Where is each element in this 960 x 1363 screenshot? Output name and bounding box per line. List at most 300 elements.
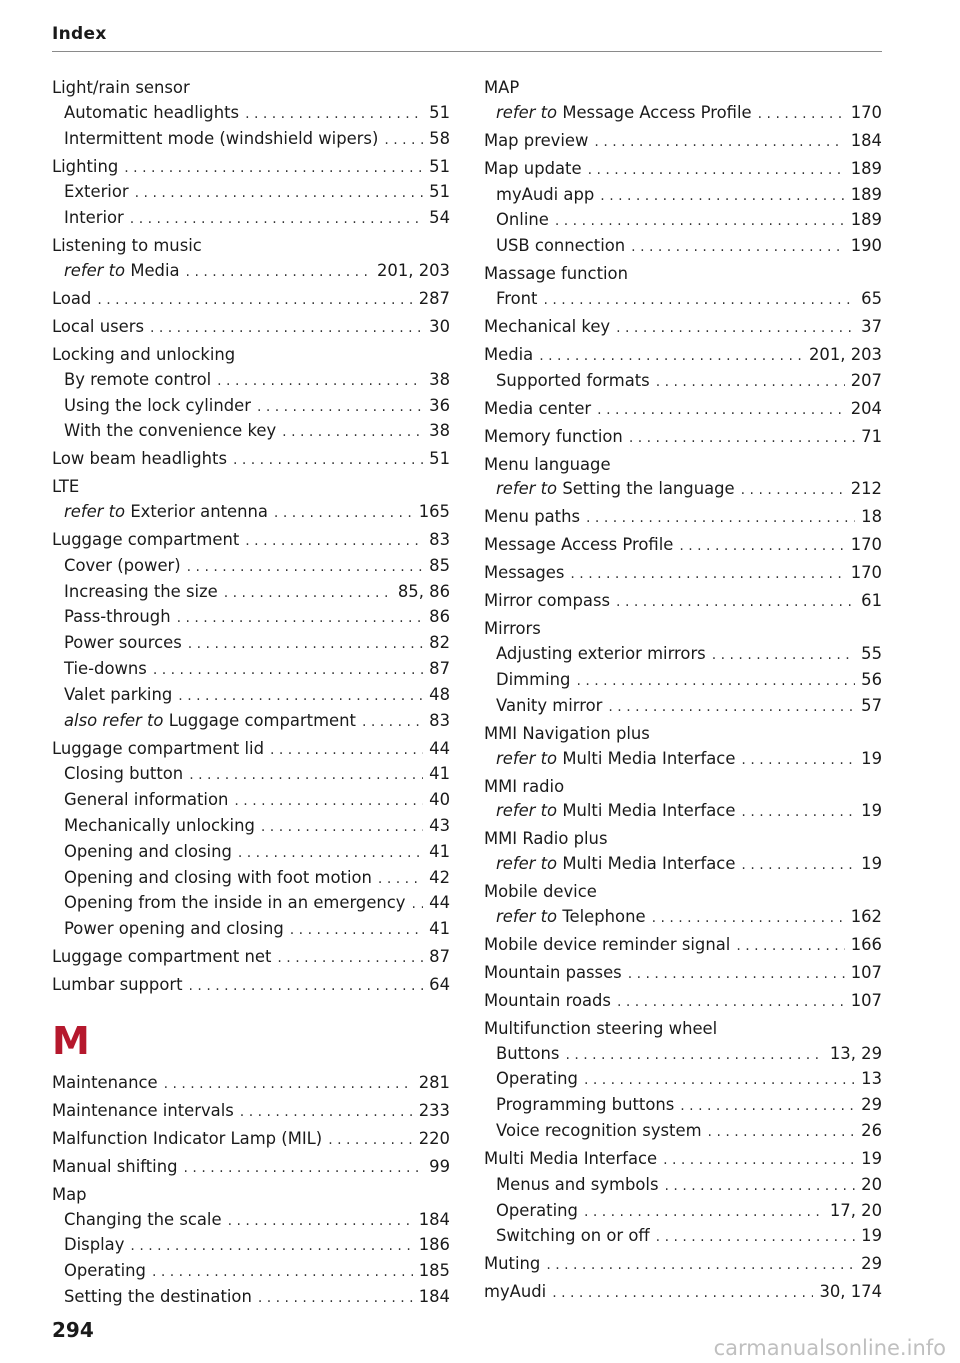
index-entry-line <box>484 397 882 423</box>
dot-leader <box>224 581 392 606</box>
index-entry <box>484 129 882 155</box>
index-term-text: Tie-downs <box>64 659 147 679</box>
index-term-text: By remote control <box>64 369 212 389</box>
dot-leader <box>741 853 855 878</box>
watermark-text: carmanualsonline.info <box>713 1336 946 1360</box>
page-reference: 38 <box>429 421 450 441</box>
index-term <box>52 973 183 998</box>
page-reference: 185 <box>418 1261 450 1281</box>
index-term-text: MMI Navigation plus <box>484 723 650 743</box>
dot-leader <box>362 710 423 735</box>
index-term-text: Exterior antenna <box>130 502 268 522</box>
entries-letter-m-continued <box>484 76 882 1306</box>
index-entry-line <box>52 973 450 999</box>
index-term-text: Exterior <box>64 182 129 202</box>
index-entry <box>484 1017 882 1145</box>
index-term-text: Media <box>130 260 180 280</box>
dot-leader <box>594 130 844 155</box>
index-subentry <box>52 127 450 153</box>
dot-leader <box>546 1253 855 1278</box>
index-term <box>484 425 623 450</box>
index-entry <box>484 262 882 313</box>
index-entry <box>484 827 882 878</box>
index-term-text: Mountain roads <box>484 990 611 1010</box>
page-reference: 20 <box>861 1174 882 1194</box>
index-term <box>484 1252 540 1277</box>
page-reference: 51 <box>429 156 450 176</box>
page-reference: 38 <box>429 369 450 389</box>
index-term-text: Opening from the inside in an emergency <box>64 893 406 913</box>
index-term-text: Mobile device reminder signal <box>484 934 731 954</box>
index-entry-line <box>484 315 882 341</box>
index-entry-line <box>484 157 882 183</box>
index-term-text: Opening and closing with foot motion <box>64 867 372 887</box>
index-term-text: Multifunction steering wheel <box>484 1018 718 1038</box>
index-term <box>484 1280 546 1305</box>
page-reference: 189 <box>850 184 882 204</box>
index-entry <box>484 933 882 959</box>
index-term <box>64 580 218 605</box>
index-term <box>484 933 730 958</box>
index-entry-line <box>484 617 882 642</box>
index-term-text: Maintenance intervals <box>52 1100 234 1120</box>
dot-leader <box>228 1209 413 1234</box>
index-entry <box>484 561 882 587</box>
index-term-text: Maintenance <box>52 1072 158 1092</box>
index-term <box>64 206 124 231</box>
index-term-text: Multi Media Interface <box>562 801 736 821</box>
index-term-text: MAP <box>484 78 520 97</box>
index-term-text: Local users <box>52 316 144 336</box>
index-entry-line <box>52 1183 450 1208</box>
page-reference: 184 <box>850 130 882 150</box>
page-reference: 86 <box>429 607 450 627</box>
index-term-text: Map preview <box>484 130 589 150</box>
dot-leader <box>412 892 424 917</box>
page-reference: 186 <box>418 1235 450 1255</box>
page-reference: 189 <box>850 210 882 230</box>
dot-leader <box>187 555 423 580</box>
index-entry-line <box>484 453 882 478</box>
index-entry-line <box>484 1017 882 1042</box>
dot-leader <box>555 209 845 234</box>
index-entry <box>484 989 882 1015</box>
page-reference: 19 <box>861 854 882 874</box>
index-term <box>64 814 255 839</box>
index-entry-line <box>484 561 882 587</box>
index-subentry <box>484 1042 882 1068</box>
dot-leader <box>616 590 855 615</box>
index-term <box>496 1199 578 1224</box>
dot-leader <box>124 156 423 181</box>
index-entry <box>52 1099 450 1125</box>
dot-leader <box>741 748 855 773</box>
page-reference: 71 <box>861 426 882 446</box>
index-term <box>496 477 735 502</box>
index-term <box>64 657 147 682</box>
dot-leader <box>234 789 423 814</box>
index-entry <box>52 945 450 971</box>
index-term <box>64 368 211 393</box>
index-entry <box>484 157 882 260</box>
dot-leader <box>245 102 423 127</box>
index-term-text: Load <box>52 288 92 308</box>
page-reference: 26 <box>861 1121 882 1141</box>
page-reference: 51 <box>429 182 450 202</box>
index-entry <box>484 961 882 987</box>
index-subentry <box>52 500 450 526</box>
index-subentry <box>484 694 882 720</box>
index-term-text: Interior <box>64 208 124 228</box>
index-subentry <box>484 799 882 825</box>
index-term-text: MMI Radio plus <box>484 829 608 849</box>
page-reference: 281 <box>418 1072 450 1092</box>
page-reference: 42 <box>429 867 450 887</box>
index-subentry <box>52 1285 450 1311</box>
page-reference: 18 <box>861 507 882 527</box>
index-term <box>52 315 144 340</box>
index-subentry <box>52 1208 450 1234</box>
index-term <box>64 554 181 579</box>
index-subentry <box>484 905 882 931</box>
page-reference: 170 <box>850 563 882 583</box>
index-term <box>64 1208 222 1233</box>
index-term <box>496 208 549 233</box>
page-reference: 287 <box>418 288 450 308</box>
index-term-text: Online <box>496 210 549 230</box>
index-term-text: Multi Media Interface <box>484 1149 658 1168</box>
dot-leader <box>130 1234 412 1259</box>
index-term-text: Luggage compartment <box>52 530 240 550</box>
dot-leader <box>238 841 423 866</box>
page-reference: 87 <box>429 947 450 967</box>
index-term-text: Changing the scale <box>64 1209 222 1229</box>
page-reference: 61 <box>861 591 882 611</box>
index-term-text: Messages <box>484 563 565 583</box>
index-term <box>52 1099 234 1124</box>
cross-reference-label: refer to <box>496 748 558 768</box>
page-reference: 64 <box>429 975 450 995</box>
index-term <box>64 891 406 916</box>
index-term-text: Pass-through <box>64 607 171 627</box>
index-term <box>64 127 378 152</box>
index-subentry <box>52 866 450 892</box>
index-term <box>64 259 180 284</box>
index-entry-line <box>52 945 450 971</box>
page-reference: 41 <box>429 919 450 939</box>
index-term-text: Map <box>52 1184 87 1204</box>
index-term <box>64 605 171 630</box>
index-term-text: Mechanical key <box>484 316 611 336</box>
dot-leader <box>552 1281 813 1306</box>
index-entry <box>52 155 450 232</box>
index-term-text: Mirror compass <box>484 591 611 611</box>
index-entry-line <box>484 961 882 987</box>
index-entry-line <box>484 129 882 155</box>
index-term <box>52 343 235 368</box>
index-term-text: myAudi app <box>496 184 595 204</box>
index-term <box>484 561 564 586</box>
index-subentry <box>52 101 450 127</box>
index-term-text: Manual shifting <box>52 1156 178 1176</box>
index-term-text: Telephone <box>562 906 646 926</box>
page-number: 294 <box>52 1318 94 1342</box>
index-term <box>64 709 356 734</box>
page-reference: 190 <box>850 236 882 256</box>
index-entry <box>52 315 450 341</box>
index-term <box>52 155 118 180</box>
index-subentry <box>52 180 450 206</box>
index-subentry <box>484 1093 882 1119</box>
index-term-text: Mobile device <box>484 882 597 902</box>
index-term-text: Supported formats <box>496 370 650 390</box>
page-reference: 41 <box>429 841 450 861</box>
dot-leader <box>177 606 424 631</box>
page-reference: 19 <box>861 801 882 821</box>
page-reference: 44 <box>429 738 450 758</box>
cross-reference-label: refer to <box>496 479 558 499</box>
index-entry-line <box>484 1252 882 1278</box>
dot-leader <box>277 946 423 971</box>
index-term-text: Adjusting exterior mirrors <box>496 644 706 664</box>
index-term-text: Malfunction Indicator Lamp (MIL) <box>52 1128 323 1148</box>
index-term <box>484 617 541 642</box>
index-entry <box>484 76 882 127</box>
section-letter-m: M <box>52 1018 90 1063</box>
dot-leader <box>184 1156 424 1181</box>
page-reference: 56 <box>861 669 882 689</box>
index-entry-line <box>52 528 450 554</box>
index-term-text: Operating <box>496 1200 578 1220</box>
page-reference: 184 <box>418 1287 450 1307</box>
index-term-text: Mountain passes <box>484 962 622 982</box>
index-term-text: Luggage compartment net <box>52 947 272 967</box>
page-reference: 82 <box>429 633 450 653</box>
page-reference: 87 <box>429 659 450 679</box>
index-entry <box>484 722 882 773</box>
index-entry-line <box>52 155 450 181</box>
dot-leader <box>328 1128 413 1153</box>
page-reference: 83 <box>429 530 450 550</box>
index-entry <box>484 1147 882 1250</box>
index-entry-line <box>484 262 882 287</box>
index-term-text: Increasing the size <box>64 581 218 601</box>
index-term-text: Media <box>484 344 534 364</box>
page-reference: 58 <box>429 128 450 148</box>
page-reference: 204 <box>850 398 882 418</box>
dot-leader <box>539 344 803 369</box>
dot-leader <box>758 102 845 127</box>
entries-letter-m <box>52 1071 450 1311</box>
index-entry-line <box>52 287 450 313</box>
index-entry-line <box>52 475 450 500</box>
index-term <box>484 262 628 287</box>
index-entry <box>484 505 882 531</box>
index-subentry <box>484 852 882 878</box>
index-term-text: Menus and symbols <box>496 1174 659 1194</box>
index-entry <box>484 589 882 615</box>
index-term-text: LTE <box>52 477 80 497</box>
page-reference: 85 <box>429 555 450 575</box>
dot-leader <box>257 395 423 420</box>
index-entry <box>52 234 450 285</box>
index-entry-line <box>52 1127 450 1153</box>
dot-leader <box>135 181 424 206</box>
index-term-text: Media center <box>484 398 592 418</box>
dot-leader <box>600 184 844 209</box>
index-subentry <box>52 631 450 657</box>
index-term <box>64 683 172 708</box>
cross-reference-label: refer to <box>496 854 558 874</box>
index-term <box>484 775 564 800</box>
dot-leader <box>629 426 855 451</box>
index-term-text: Front <box>496 288 538 308</box>
page-reference: 40 <box>429 790 450 810</box>
index-term <box>496 1067 578 1092</box>
index-entry <box>52 343 450 445</box>
index-term <box>484 397 591 422</box>
entries-letter-l <box>52 76 450 999</box>
index-term <box>484 722 650 747</box>
index-term <box>484 827 607 852</box>
page-reference: 212 <box>850 479 882 499</box>
index-entry <box>52 287 450 313</box>
dot-leader <box>680 1094 855 1119</box>
page-reference: 170 <box>850 102 882 122</box>
index-term-text: Multi Media Interface <box>562 748 736 768</box>
index-entry-line <box>484 505 882 531</box>
index-subentry <box>52 368 450 394</box>
index-term-text: Lighting <box>52 156 119 176</box>
index-subentry <box>52 1233 450 1259</box>
dot-leader <box>233 448 423 473</box>
index-term-text: Display <box>64 1235 125 1255</box>
dot-leader <box>588 158 845 183</box>
index-entry <box>484 453 882 504</box>
index-subentry <box>484 1119 882 1145</box>
dot-leader <box>656 370 845 395</box>
index-term-text: Automatic headlights <box>64 102 240 122</box>
index-subentry <box>484 1224 882 1250</box>
dot-leader <box>97 288 412 313</box>
index-subentry <box>52 814 450 840</box>
dot-leader <box>712 643 855 668</box>
index-term <box>52 1071 158 1096</box>
page-reference: 36 <box>429 395 450 415</box>
dot-leader <box>150 316 423 341</box>
dot-leader <box>586 506 855 531</box>
index-entry <box>52 1155 450 1181</box>
index-subentry <box>484 642 882 668</box>
index-term <box>64 917 284 942</box>
index-term <box>496 1042 559 1067</box>
index-term <box>496 101 752 126</box>
dot-leader <box>153 658 423 683</box>
index-term <box>52 287 91 312</box>
index-entry-line <box>52 76 450 101</box>
index-term-text: Lumbar support <box>52 975 183 995</box>
index-entry-line <box>484 1147 882 1173</box>
index-term-text: Programming buttons <box>496 1095 675 1115</box>
index-term <box>64 762 183 787</box>
dot-leader <box>189 974 424 999</box>
index-term-text: Message Access Profile <box>562 102 752 122</box>
index-entry-line <box>484 343 882 369</box>
page-reference: 13 <box>861 1069 882 1089</box>
index-term <box>484 76 519 101</box>
dot-leader <box>240 1100 413 1125</box>
index-term-text: Power opening and closing <box>64 919 284 939</box>
dot-leader <box>665 1174 856 1199</box>
index-subentry <box>484 369 882 395</box>
cross-reference-label: refer to <box>64 260 126 280</box>
dot-leader <box>290 918 423 943</box>
index-subentry <box>52 394 450 420</box>
dot-leader <box>628 962 845 987</box>
dot-leader <box>152 1260 413 1285</box>
index-term-text: Muting <box>484 1254 541 1274</box>
index-term-text: Operating <box>496 1069 578 1089</box>
index-entry <box>484 397 882 423</box>
index-subentry <box>52 605 450 631</box>
dot-leader <box>584 1200 824 1225</box>
index-term-text: Voice recognition system <box>496 1121 702 1141</box>
dot-leader <box>652 906 845 931</box>
index-subentry <box>484 183 882 209</box>
page-reference: 29 <box>861 1254 882 1274</box>
index-subentry <box>484 747 882 773</box>
index-term-text: Cover (power) <box>64 555 181 575</box>
dot-leader <box>597 398 845 423</box>
index-subentry <box>52 762 450 788</box>
index-entry <box>484 1280 882 1306</box>
cross-reference-label: refer to <box>496 801 558 821</box>
index-entry <box>484 425 882 451</box>
index-term <box>496 799 735 824</box>
page-reference: 48 <box>429 684 450 704</box>
page-reference: 220 <box>418 1128 450 1148</box>
index-subentry <box>52 259 450 285</box>
index-entry-line <box>484 933 882 959</box>
dot-leader <box>656 1225 855 1250</box>
index-term <box>52 1127 322 1152</box>
dot-leader <box>274 501 413 526</box>
index-term-text: Buttons <box>496 1043 560 1063</box>
index-entry-line <box>52 234 450 259</box>
index-term <box>484 989 611 1014</box>
index-entry-line <box>484 1280 882 1306</box>
index-subentry <box>52 1259 450 1285</box>
dot-leader <box>261 815 423 840</box>
index-term <box>484 343 533 368</box>
index-term-text: Setting the language <box>562 479 735 499</box>
dot-leader <box>741 800 855 825</box>
page-reference: 55 <box>861 644 882 664</box>
index-term <box>64 101 239 126</box>
index-term-text: Power sources <box>64 633 182 653</box>
index-term-text: Memory function <box>484 426 623 446</box>
index-subentry <box>52 840 450 866</box>
index-entry-line <box>52 447 450 473</box>
dot-leader <box>164 1072 413 1097</box>
cross-reference-label: refer to <box>496 102 558 122</box>
page-reference: 65 <box>861 288 882 308</box>
page-reference: 30, 174 <box>819 1282 882 1302</box>
index-entry-line <box>52 343 450 368</box>
index-entry <box>52 475 450 526</box>
dot-leader <box>679 534 844 559</box>
index-term <box>496 668 570 693</box>
